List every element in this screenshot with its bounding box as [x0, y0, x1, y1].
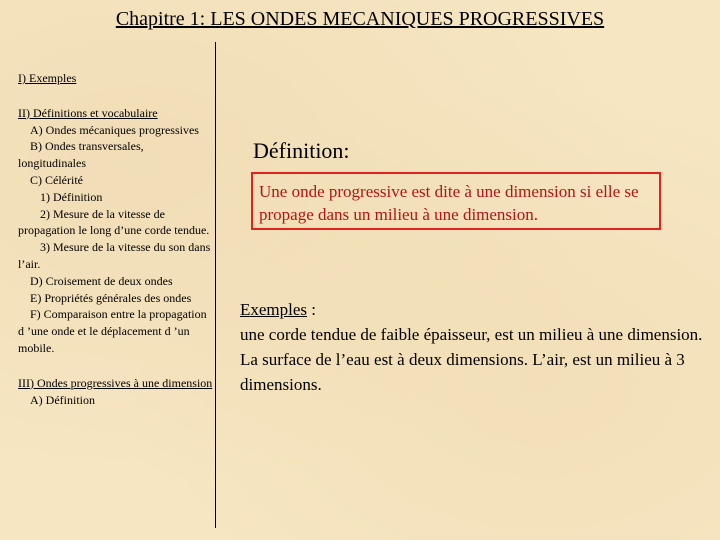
vertical-divider: [215, 42, 216, 528]
slide-title: Chapitre 1: LES ONDES MECANIQUES PROGRESSIVES: [115, 8, 605, 30]
toc-gap: [18, 357, 214, 375]
toc-section-2: II) Définitions et vocabulaire: [18, 105, 158, 120]
examples-text: une corde tendue de faible épaisseur, est un milieu à une dimension. La surface de l’eau est à deux dimensions. L’air, est un milieu à 3 dimensions.: [240, 325, 703, 394]
definition-box: [251, 172, 661, 230]
toc-item-2c: C) Célérité: [30, 172, 83, 187]
toc-gap: [18, 87, 214, 105]
toc-item-2c2: 2) Mesure de la vitesse de propagation le long d’une corde tendue.: [18, 206, 210, 238]
toc-item-2d: D) Croisement de deux ondes: [30, 273, 173, 288]
toc-item-2b: B) Ondes transversales, longitudinales: [18, 139, 144, 171]
toc-item-2c3: 3) Mesure de la vitesse du son dans l’air.: [18, 240, 211, 271]
toc-item-2a: A) Ondes mécaniques progressives: [30, 122, 199, 137]
toc-section-1: I) Exemples: [18, 71, 77, 85]
table-of-contents: [18, 70, 214, 408]
examples-block: [240, 297, 715, 397]
toc-item-2c1: 1) Définition: [40, 189, 103, 204]
toc-section-3: III) Ondes progressives à une dimension: [18, 375, 213, 390]
toc-item-2f: F) Comparaison entre la propagation d ’une onde et le déplacement d ’un mobile.: [18, 307, 207, 355]
toc-item-2e: E) Propriétés générales des ondes: [30, 290, 192, 305]
toc-item-3a: A) Définition: [30, 392, 95, 407]
examples-colon: :: [307, 300, 317, 319]
definition-title: Définition:: [253, 138, 350, 163]
examples-label: Exemples: [240, 300, 308, 319]
definition-text: Une onde progressive est dite à une dimension si elle se propage dans un milieu à une dimension.: [259, 182, 639, 224]
